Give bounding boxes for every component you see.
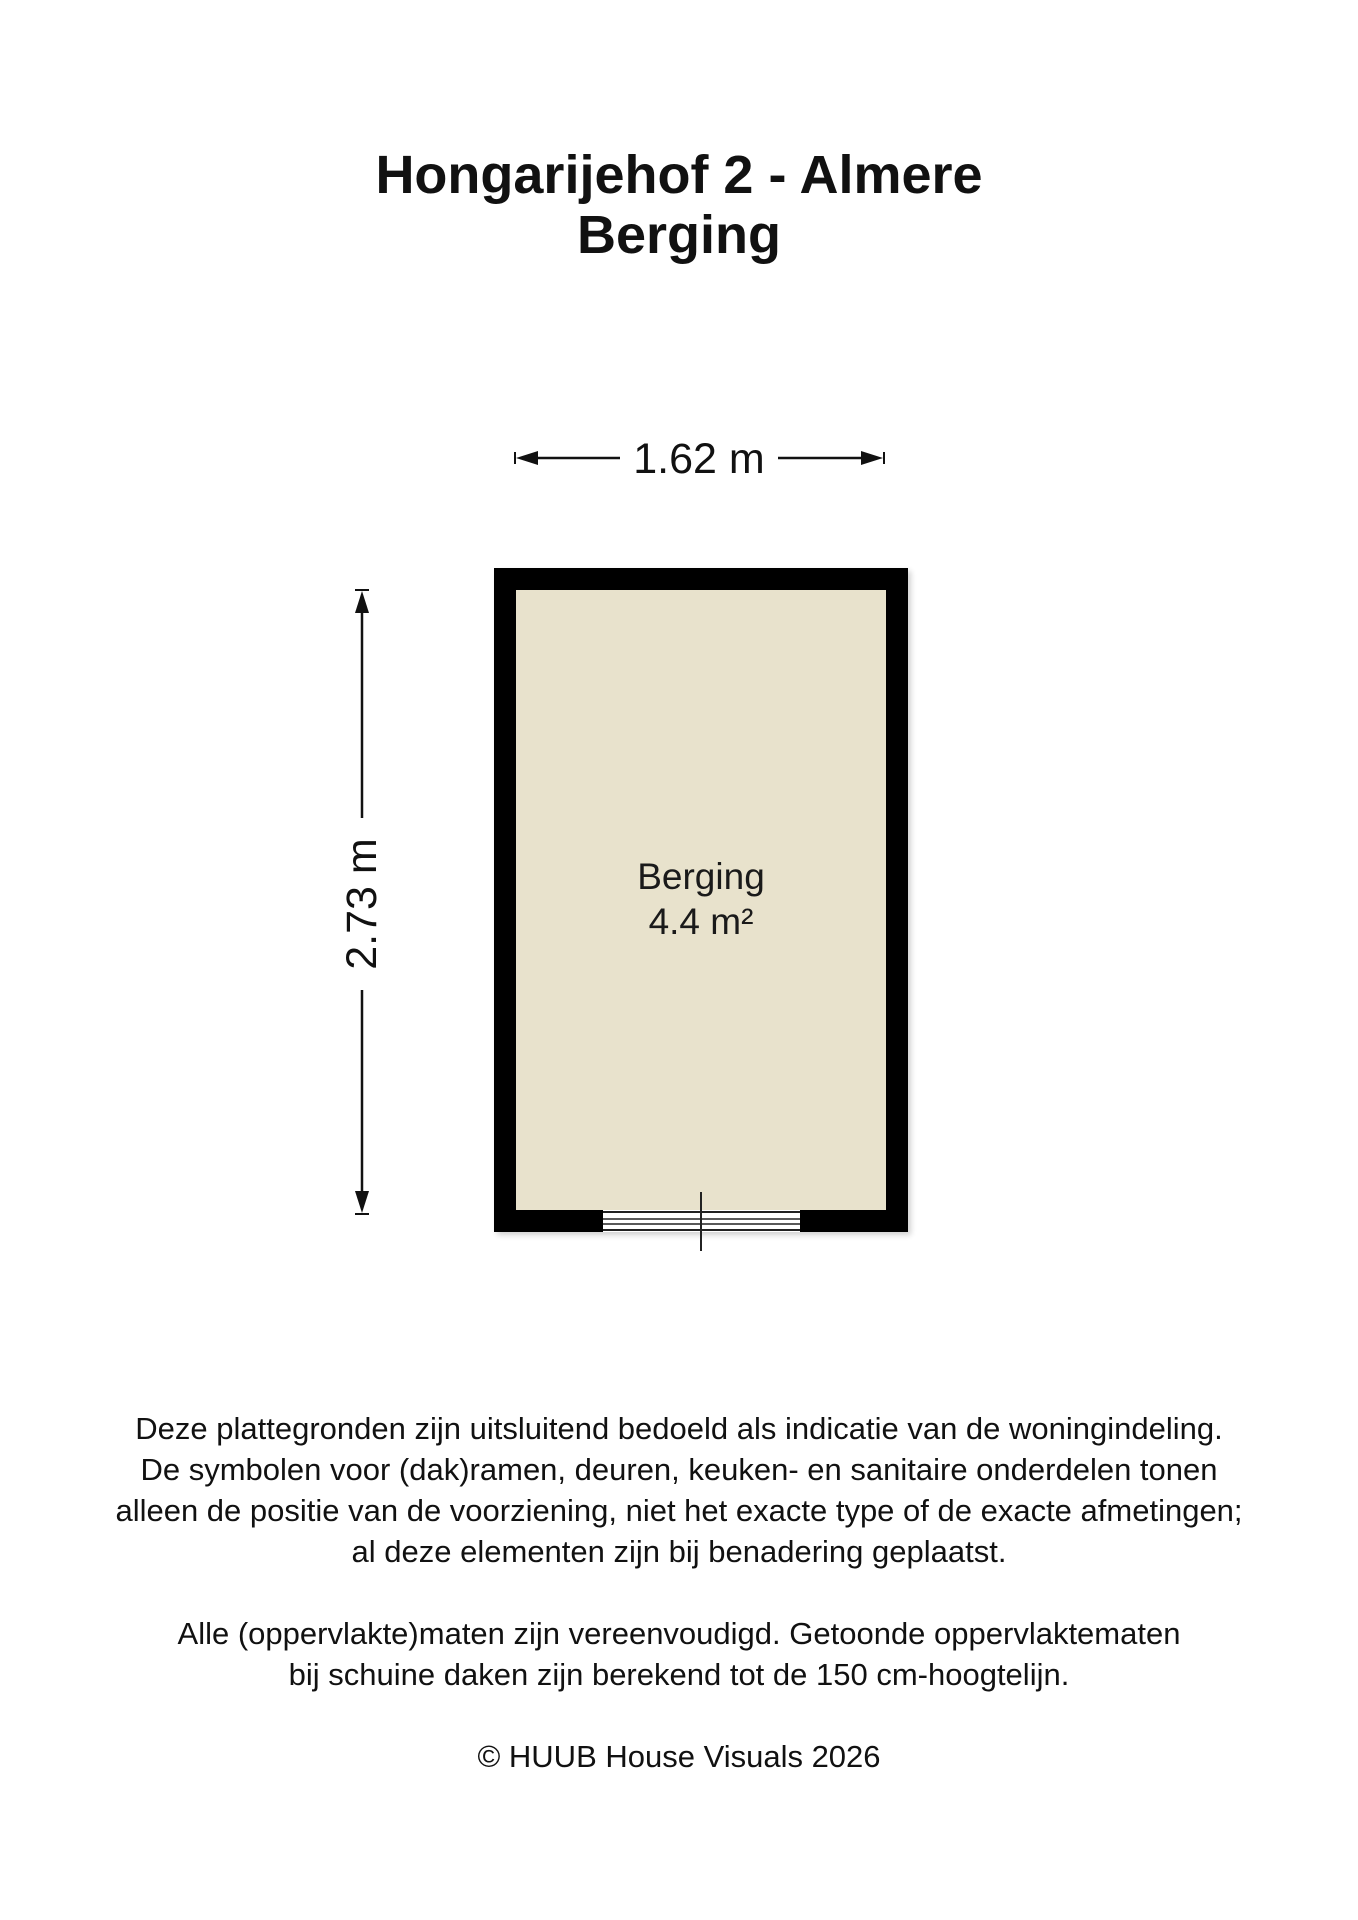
disclaimer-line: al deze elementen zijn bij benadering geplaatst.: [351, 1534, 1007, 1569]
room-name: Berging: [637, 856, 765, 897]
disclaimer: [0, 1408, 1358, 1777]
room-area: 4.4 m²: [648, 901, 754, 942]
width-dimension: [515, 435, 884, 483]
height-label: 2.73 m: [338, 838, 386, 970]
height-dim-arrow-bottom: [355, 1191, 369, 1213]
width-label: 1.62 m: [633, 435, 765, 483]
disclaimer-line: alleen de positie van de voorziening, niet het exacte type of de exacte afmetingen;: [115, 1493, 1243, 1528]
width-dim-arrow-left: [516, 451, 538, 465]
copyright: © HUUB House Visuals 2026: [477, 1739, 881, 1774]
paragraph-gap: [0, 1695, 1358, 1736]
room-floor: [516, 590, 886, 1210]
disclaimer-line: Alle (oppervlakte)maten zijn vereenvoudigd. Getoonde oppervlaktematen: [177, 1616, 1181, 1651]
disclaimer-line: bij schuine daken zijn berekend tot de 150 cm-hoogtelijn.: [288, 1657, 1070, 1692]
width-dim-arrow-right: [861, 451, 883, 465]
height-dimension: [338, 590, 386, 1214]
height-dim-arrow-top: [355, 591, 369, 613]
disclaimer-line: De symbolen voor (dak)ramen, deuren, keuken- en sanitaire onderdelen tonen: [140, 1452, 1218, 1487]
page-subtitle: Berging: [576, 205, 781, 265]
paragraph-gap: [0, 1572, 1358, 1613]
page-title: Hongarijehof 2 - Almere: [375, 145, 983, 205]
room-berging: [494, 568, 911, 1251]
disclaimer-line: Deze plattegronden zijn uitsluitend bedoeld als indicatie van de woningindeling.: [135, 1411, 1223, 1446]
